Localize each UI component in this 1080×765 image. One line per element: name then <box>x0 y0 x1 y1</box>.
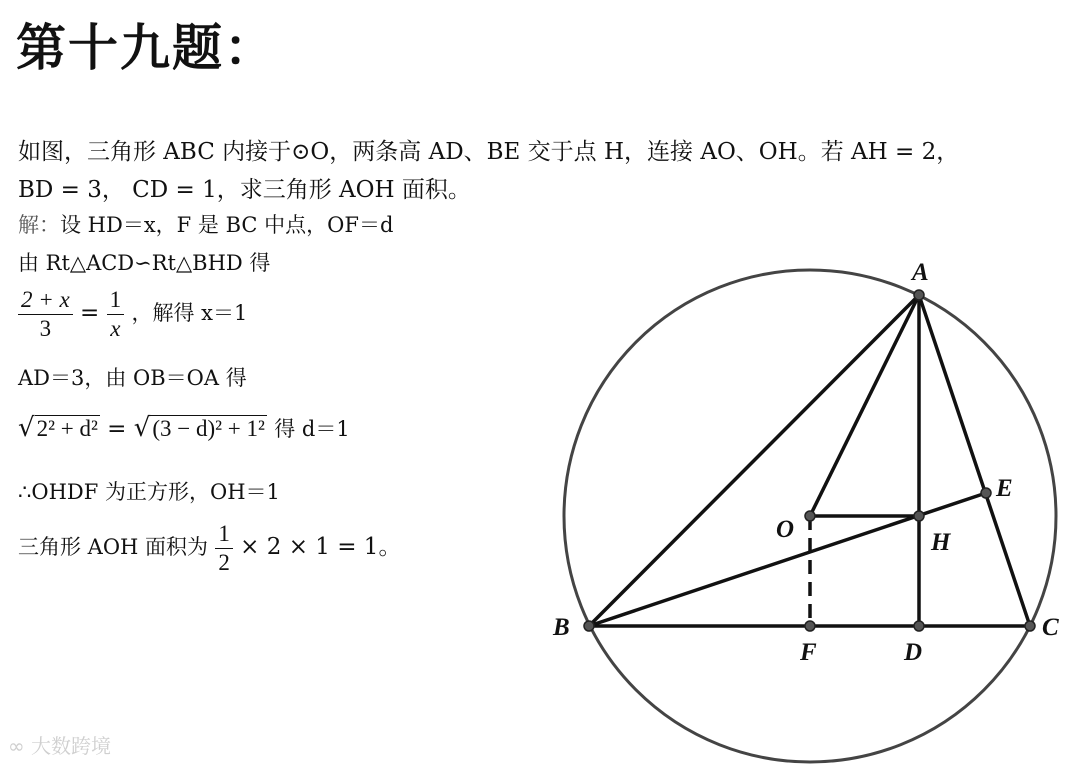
half-denominator: 2 <box>218 549 230 575</box>
fraction-right-numerator: 1 <box>107 286 125 315</box>
watermark <box>8 730 111 759</box>
solution-step-2: 由 Rt△ACD∽Rt△BHD 得 <box>18 251 271 275</box>
equation-2-right: (3 − d)² + 1² <box>152 416 265 441</box>
fraction-left-denominator: 3 <box>39 315 52 341</box>
equation-2-left: 2² + d² <box>36 416 98 441</box>
point-f <box>805 621 815 631</box>
fraction-right-denominator: x <box>110 315 121 341</box>
step-5-prefix: 三角形 AOH 面积为 <box>18 535 209 560</box>
problem-line-1: 如图，三角形 ABC 内接于⊙O，两条高 AD、BE 交于点 H，连接 AO、OH。若 AH = 2， <box>18 139 960 165</box>
point-e <box>981 488 991 498</box>
label-e: E <box>996 475 1013 502</box>
point-b <box>584 621 594 631</box>
half-numerator: 1 <box>215 520 233 549</box>
page-title: 第十九题： <box>16 19 276 77</box>
solution-step-1-text: 设 HD＝x，F 是 BC 中点，OF＝d <box>60 213 394 237</box>
fraction-left-numerator: 2 + x <box>18 286 73 315</box>
point-h <box>914 511 924 521</box>
segment-ao <box>810 295 919 516</box>
problem-line-2: BD = 3， CD = 1，求三角形 AOH 面积。 <box>18 177 471 203</box>
point-a <box>914 290 924 300</box>
altitude-be <box>589 493 986 626</box>
radical-sign-icon: √ <box>133 413 151 443</box>
equation-1-tail: ，解得 x＝1 <box>131 301 248 326</box>
label-b: B <box>553 614 570 641</box>
radical-sign-icon: √ <box>18 413 35 443</box>
point-o <box>805 511 815 521</box>
label-c: C <box>1042 614 1059 641</box>
segment-ab <box>589 295 919 626</box>
label-f: F <box>800 639 817 666</box>
watermark-text: 大数跨境 <box>31 734 112 758</box>
equals-sign: = <box>80 300 100 327</box>
label-a: A <box>912 259 929 286</box>
point-d <box>914 621 924 631</box>
label-d: D <box>904 639 923 666</box>
solution-step-4: ∴OHDF 为正方形，OH＝1 <box>18 480 280 504</box>
segment-ac <box>919 295 1030 626</box>
equation-2-tail: 得 d＝1 <box>274 417 350 441</box>
point-c <box>1025 621 1035 631</box>
solution-step-3: AD＝3，由 OB＝OA 得 <box>18 366 247 390</box>
equation-2-equals: = <box>107 416 127 442</box>
label-o: O <box>776 516 795 543</box>
solution-label: 解： <box>18 213 60 237</box>
watermark-logo-icon: ∞ <box>8 734 25 758</box>
label-h: H <box>931 529 951 556</box>
step-5-suffix: × 2 × 1 = 1。 <box>240 534 402 561</box>
